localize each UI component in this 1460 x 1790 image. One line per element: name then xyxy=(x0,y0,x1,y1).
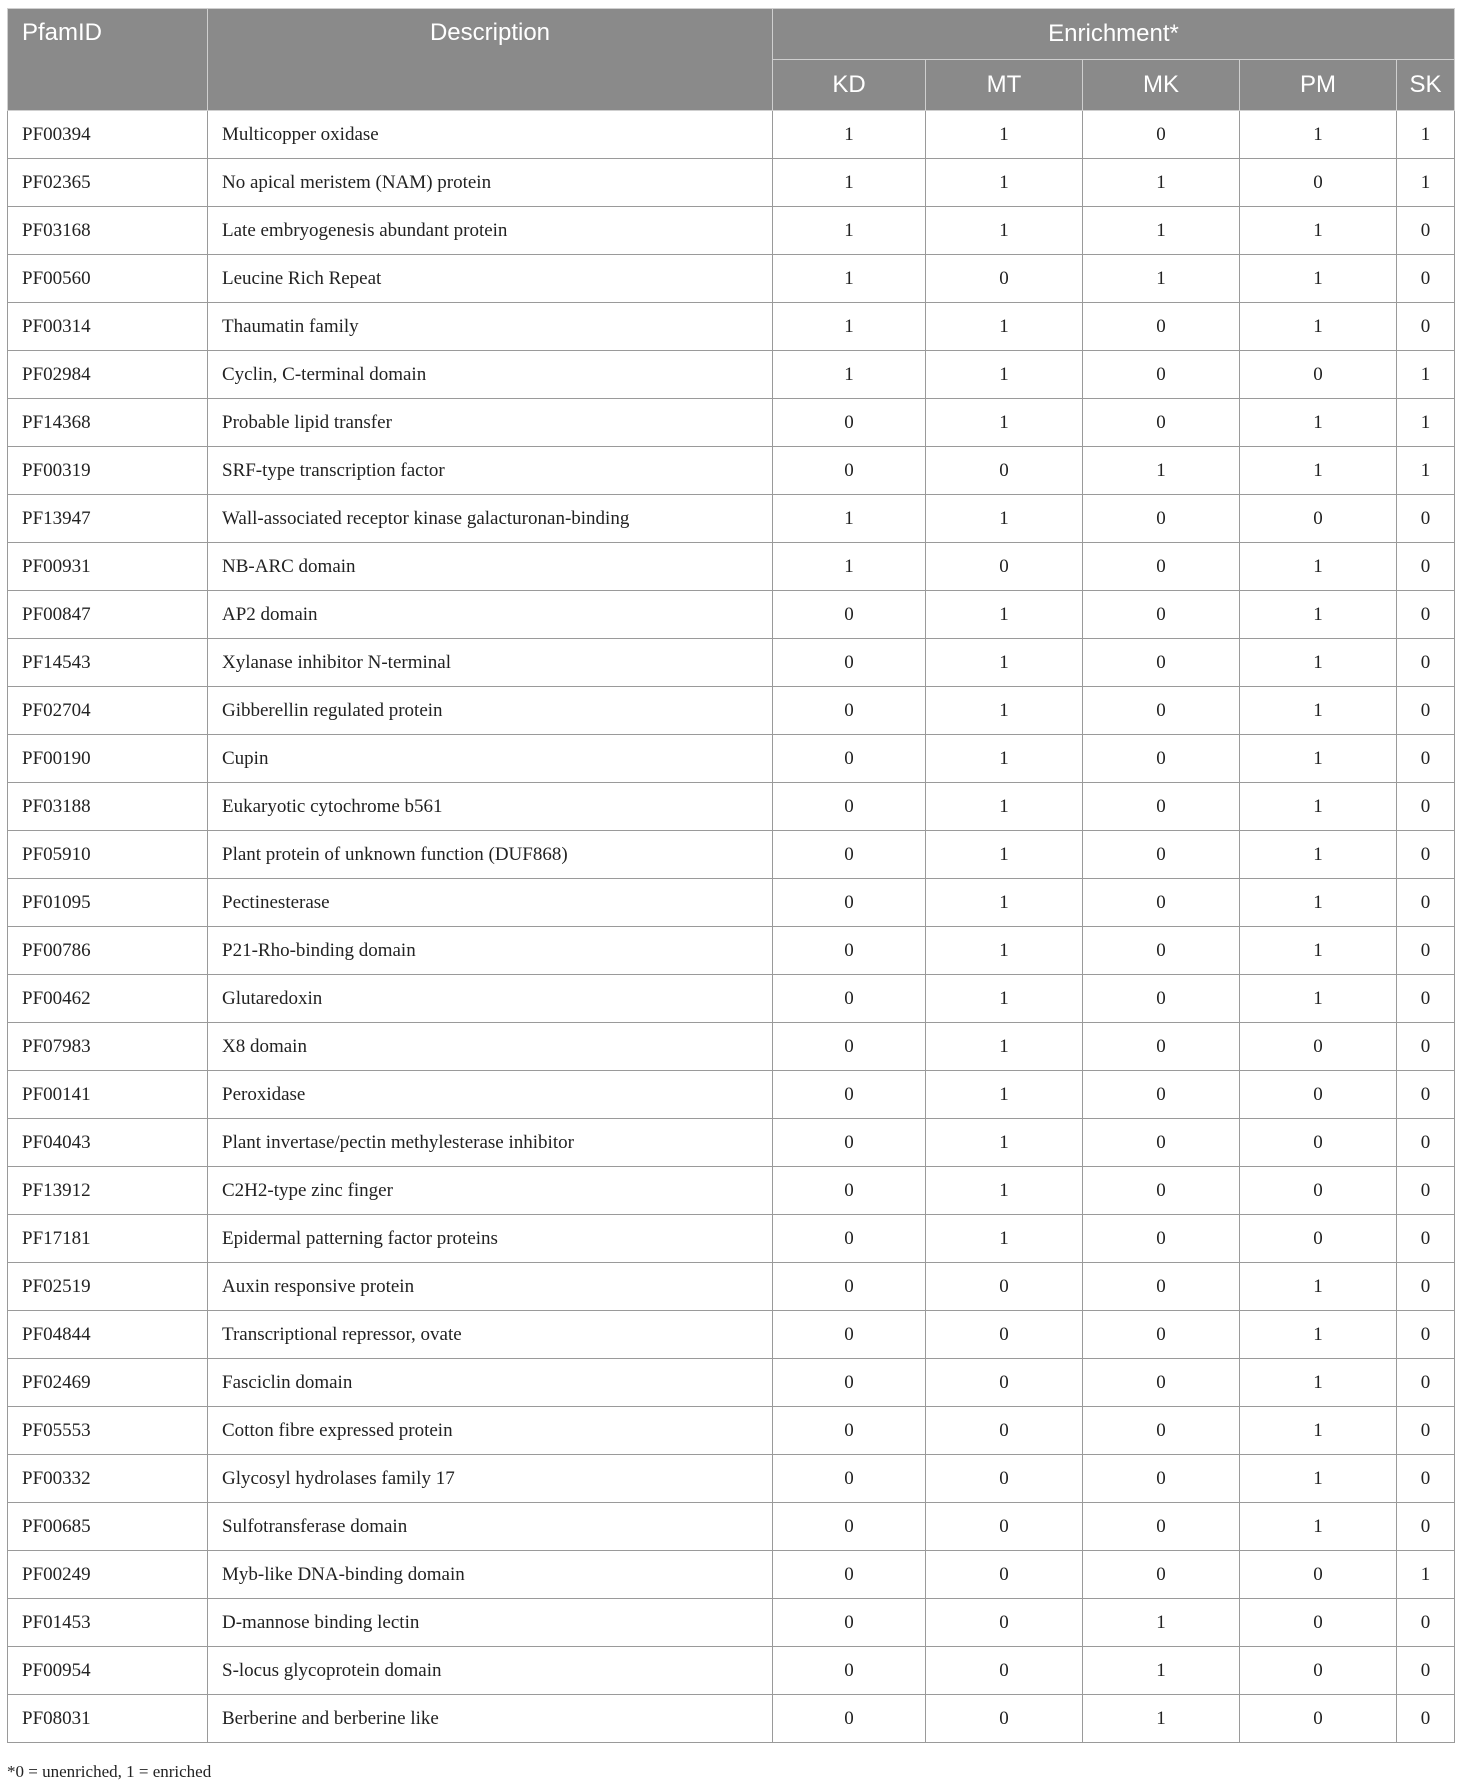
cell-description: Plant invertase/pectin methylesterase inhibitor xyxy=(208,1119,773,1167)
cell-kd: 1 xyxy=(773,303,926,351)
cell-pfam-id: PF03188 xyxy=(8,783,208,831)
enrichment-table xyxy=(7,8,1455,1743)
cell-mt: 1 xyxy=(926,783,1083,831)
cell-kd: 0 xyxy=(773,1023,926,1071)
cell-pm: 1 xyxy=(1240,879,1397,927)
table-row xyxy=(8,1551,1455,1599)
cell-kd: 0 xyxy=(773,639,926,687)
cell-kd: 0 xyxy=(773,831,926,879)
cell-description: Plant protein of unknown function (DUF868) xyxy=(208,831,773,879)
cell-mt: 0 xyxy=(926,1359,1083,1407)
cell-mt: 0 xyxy=(926,1551,1083,1599)
cell-pfam-id: PF07983 xyxy=(8,1023,208,1071)
cell-sk: 1 xyxy=(1397,399,1455,447)
cell-sk: 0 xyxy=(1397,1647,1455,1695)
cell-description: D-mannose binding lectin xyxy=(208,1599,773,1647)
cell-description: Xylanase inhibitor N-terminal xyxy=(208,639,773,687)
cell-kd: 0 xyxy=(773,975,926,1023)
cell-sk: 0 xyxy=(1397,1455,1455,1503)
cell-pfam-id: PF02984 xyxy=(8,351,208,399)
cell-kd: 0 xyxy=(773,1071,926,1119)
cell-mt: 1 xyxy=(926,1071,1083,1119)
table-footnote: *0 = unenriched, 1 = enriched xyxy=(7,1762,212,1781)
cell-description: Transcriptional repressor, ovate xyxy=(208,1311,773,1359)
cell-sk: 0 xyxy=(1397,639,1455,687)
cell-kd: 0 xyxy=(773,591,926,639)
cell-mk: 0 xyxy=(1083,543,1240,591)
cell-kd: 0 xyxy=(773,1167,926,1215)
cell-pm: 0 xyxy=(1240,1215,1397,1263)
cell-mt: 1 xyxy=(926,831,1083,879)
cell-pfam-id: PF04043 xyxy=(8,1119,208,1167)
cell-mt: 1 xyxy=(926,591,1083,639)
cell-description: P21-Rho-binding domain xyxy=(208,927,773,975)
cell-pm: 1 xyxy=(1240,447,1397,495)
table-row xyxy=(8,975,1455,1023)
cell-pfam-id: PF03168 xyxy=(8,207,208,255)
cell-kd: 0 xyxy=(773,1311,926,1359)
cell-description: Pectinesterase xyxy=(208,879,773,927)
cell-mk: 1 xyxy=(1083,1647,1240,1695)
table-row xyxy=(8,1215,1455,1263)
cell-mk: 0 xyxy=(1083,591,1240,639)
cell-sk: 0 xyxy=(1397,831,1455,879)
cell-mk: 0 xyxy=(1083,1455,1240,1503)
cell-kd: 0 xyxy=(773,1215,926,1263)
cell-description: Glycosyl hydrolases family 17 xyxy=(208,1455,773,1503)
cell-sk: 0 xyxy=(1397,1407,1455,1455)
cell-kd: 1 xyxy=(773,255,926,303)
cell-mk: 0 xyxy=(1083,351,1240,399)
cell-pm: 1 xyxy=(1240,591,1397,639)
cell-pfam-id: PF02365 xyxy=(8,159,208,207)
cell-kd: 0 xyxy=(773,1503,926,1551)
cell-mk: 0 xyxy=(1083,111,1240,159)
cell-mk: 1 xyxy=(1083,1695,1240,1743)
cell-kd: 0 xyxy=(773,1359,926,1407)
cell-mk: 0 xyxy=(1083,1215,1240,1263)
cell-sk: 0 xyxy=(1397,255,1455,303)
table-row xyxy=(8,1647,1455,1695)
cell-sk: 0 xyxy=(1397,1599,1455,1647)
cell-pfam-id: PF01095 xyxy=(8,879,208,927)
table-row xyxy=(8,639,1455,687)
cell-mk: 0 xyxy=(1083,399,1240,447)
cell-kd: 0 xyxy=(773,687,926,735)
cell-mt: 1 xyxy=(926,1023,1083,1071)
cell-pfam-id: PF00141 xyxy=(8,1071,208,1119)
cell-sk: 0 xyxy=(1397,687,1455,735)
cell-mt: 0 xyxy=(926,1599,1083,1647)
table-row xyxy=(8,1071,1455,1119)
cell-mt: 0 xyxy=(926,543,1083,591)
cell-mk: 0 xyxy=(1083,735,1240,783)
cell-sk: 0 xyxy=(1397,1071,1455,1119)
cell-kd: 0 xyxy=(773,927,926,975)
cell-mt: 0 xyxy=(926,1503,1083,1551)
cell-pm: 0 xyxy=(1240,351,1397,399)
cell-description: Wall-associated receptor kinase galacturonan-binding xyxy=(208,495,773,543)
table-row xyxy=(8,543,1455,591)
cell-description: Probable lipid transfer xyxy=(208,399,773,447)
table-row xyxy=(8,159,1455,207)
cell-pfam-id: PF05553 xyxy=(8,1407,208,1455)
cell-pfam-id: PF00685 xyxy=(8,1503,208,1551)
cell-kd: 0 xyxy=(773,1455,926,1503)
cell-sk: 0 xyxy=(1397,1215,1455,1263)
cell-mk: 1 xyxy=(1083,159,1240,207)
cell-sk: 0 xyxy=(1397,735,1455,783)
cell-mt: 1 xyxy=(926,111,1083,159)
cell-pm: 1 xyxy=(1240,1455,1397,1503)
cell-description: Thaumatin family xyxy=(208,303,773,351)
cell-sk: 0 xyxy=(1397,1503,1455,1551)
cell-sk: 1 xyxy=(1397,1551,1455,1599)
table-row xyxy=(8,831,1455,879)
cell-pfam-id: PF02519 xyxy=(8,1263,208,1311)
table-row xyxy=(8,495,1455,543)
cell-description: Gibberellin regulated protein xyxy=(208,687,773,735)
cell-pm: 0 xyxy=(1240,495,1397,543)
cell-sk: 0 xyxy=(1397,303,1455,351)
header-kd: KD xyxy=(773,60,926,111)
header-pm: PM xyxy=(1240,60,1397,111)
cell-description: Glutaredoxin xyxy=(208,975,773,1023)
cell-mt: 1 xyxy=(926,351,1083,399)
cell-pfam-id: PF00560 xyxy=(8,255,208,303)
cell-pm: 1 xyxy=(1240,111,1397,159)
cell-pm: 1 xyxy=(1240,399,1397,447)
cell-pm: 0 xyxy=(1240,159,1397,207)
table-row xyxy=(8,351,1455,399)
cell-mk: 1 xyxy=(1083,1599,1240,1647)
cell-mt: 1 xyxy=(926,927,1083,975)
cell-mt: 0 xyxy=(926,1455,1083,1503)
cell-description: Leucine Rich Repeat xyxy=(208,255,773,303)
cell-mk: 0 xyxy=(1083,879,1240,927)
cell-description: Eukaryotic cytochrome b561 xyxy=(208,783,773,831)
cell-pfam-id: PF00332 xyxy=(8,1455,208,1503)
cell-sk: 0 xyxy=(1397,543,1455,591)
table-row xyxy=(8,1503,1455,1551)
table-row xyxy=(8,255,1455,303)
cell-pfam-id: PF00954 xyxy=(8,1647,208,1695)
cell-pm: 0 xyxy=(1240,1599,1397,1647)
cell-pfam-id: PF00249 xyxy=(8,1551,208,1599)
cell-mk: 0 xyxy=(1083,303,1240,351)
cell-sk: 0 xyxy=(1397,1695,1455,1743)
table-row xyxy=(8,735,1455,783)
cell-pm: 1 xyxy=(1240,639,1397,687)
cell-pm: 1 xyxy=(1240,303,1397,351)
cell-mt: 1 xyxy=(926,495,1083,543)
cell-description: Cotton fibre expressed protein xyxy=(208,1407,773,1455)
cell-sk: 0 xyxy=(1397,1263,1455,1311)
cell-description: Multicopper oxidase xyxy=(208,111,773,159)
cell-mk: 0 xyxy=(1083,1119,1240,1167)
cell-sk: 1 xyxy=(1397,447,1455,495)
cell-pm: 1 xyxy=(1240,207,1397,255)
cell-sk: 0 xyxy=(1397,927,1455,975)
cell-pfam-id: PF14543 xyxy=(8,639,208,687)
cell-sk: 0 xyxy=(1397,783,1455,831)
cell-pfam-id: PF02704 xyxy=(8,687,208,735)
cell-mk: 0 xyxy=(1083,1311,1240,1359)
cell-description: Myb-like DNA-binding domain xyxy=(208,1551,773,1599)
cell-description: AP2 domain xyxy=(208,591,773,639)
cell-description: Epidermal patterning factor proteins xyxy=(208,1215,773,1263)
table-row xyxy=(8,303,1455,351)
cell-description: NB-ARC domain xyxy=(208,543,773,591)
cell-kd: 1 xyxy=(773,207,926,255)
cell-mt: 1 xyxy=(926,1119,1083,1167)
cell-pfam-id: PF00314 xyxy=(8,303,208,351)
cell-pm: 1 xyxy=(1240,1503,1397,1551)
cell-kd: 0 xyxy=(773,1263,926,1311)
cell-mt: 1 xyxy=(926,207,1083,255)
cell-pfam-id: PF00190 xyxy=(8,735,208,783)
cell-pfam-id: PF17181 xyxy=(8,1215,208,1263)
cell-mt: 1 xyxy=(926,687,1083,735)
cell-description: No apical meristem (NAM) protein xyxy=(208,159,773,207)
table-row xyxy=(8,1695,1455,1743)
cell-mk: 0 xyxy=(1083,1071,1240,1119)
header-description: Description xyxy=(208,9,773,111)
cell-mk: 0 xyxy=(1083,1167,1240,1215)
table-row xyxy=(8,207,1455,255)
cell-description: Auxin responsive protein xyxy=(208,1263,773,1311)
cell-pfam-id: PF08031 xyxy=(8,1695,208,1743)
cell-mk: 0 xyxy=(1083,687,1240,735)
cell-description: Cupin xyxy=(208,735,773,783)
cell-pm: 1 xyxy=(1240,687,1397,735)
cell-kd: 0 xyxy=(773,783,926,831)
cell-mt: 1 xyxy=(926,303,1083,351)
cell-pfam-id: PF13912 xyxy=(8,1167,208,1215)
cell-pfam-id: PF00931 xyxy=(8,543,208,591)
cell-sk: 0 xyxy=(1397,975,1455,1023)
cell-sk: 0 xyxy=(1397,207,1455,255)
cell-mk: 0 xyxy=(1083,639,1240,687)
header-enrichment-group: Enrichment* xyxy=(773,9,1455,60)
cell-mt: 1 xyxy=(926,1167,1083,1215)
cell-mk: 0 xyxy=(1083,1359,1240,1407)
cell-pm: 0 xyxy=(1240,1167,1397,1215)
cell-sk: 0 xyxy=(1397,1359,1455,1407)
cell-kd: 0 xyxy=(773,879,926,927)
cell-mk: 0 xyxy=(1083,975,1240,1023)
cell-mt: 1 xyxy=(926,879,1083,927)
cell-sk: 0 xyxy=(1397,879,1455,927)
cell-description: Fasciclin domain xyxy=(208,1359,773,1407)
header-pfamid: PfamID xyxy=(8,9,208,111)
cell-mt: 0 xyxy=(926,1647,1083,1695)
cell-kd: 1 xyxy=(773,543,926,591)
cell-sk: 1 xyxy=(1397,351,1455,399)
cell-kd: 0 xyxy=(773,1695,926,1743)
cell-pfam-id: PF00786 xyxy=(8,927,208,975)
cell-sk: 0 xyxy=(1397,495,1455,543)
table-row xyxy=(8,447,1455,495)
cell-mk: 1 xyxy=(1083,255,1240,303)
cell-kd: 1 xyxy=(773,159,926,207)
cell-mt: 1 xyxy=(926,399,1083,447)
cell-sk: 0 xyxy=(1397,1167,1455,1215)
cell-description: C2H2-type zinc finger xyxy=(208,1167,773,1215)
cell-pm: 0 xyxy=(1240,1071,1397,1119)
table-row xyxy=(8,591,1455,639)
cell-pm: 1 xyxy=(1240,1311,1397,1359)
cell-sk: 0 xyxy=(1397,1119,1455,1167)
table-row xyxy=(8,783,1455,831)
cell-kd: 0 xyxy=(773,1647,926,1695)
cell-pfam-id: PF00847 xyxy=(8,591,208,639)
table-row xyxy=(8,1455,1455,1503)
cell-sk: 1 xyxy=(1397,159,1455,207)
cell-pm: 0 xyxy=(1240,1551,1397,1599)
cell-mt: 0 xyxy=(926,1407,1083,1455)
cell-mk: 0 xyxy=(1083,495,1240,543)
cell-description: Cyclin, C-terminal domain xyxy=(208,351,773,399)
cell-mk: 0 xyxy=(1083,1263,1240,1311)
table-row xyxy=(8,1311,1455,1359)
table-row xyxy=(8,1023,1455,1071)
cell-pfam-id: PF00319 xyxy=(8,447,208,495)
table-row xyxy=(8,1167,1455,1215)
cell-pfam-id: PF02469 xyxy=(8,1359,208,1407)
cell-pm: 1 xyxy=(1240,1263,1397,1311)
cell-mk: 1 xyxy=(1083,447,1240,495)
cell-mk: 0 xyxy=(1083,1023,1240,1071)
cell-sk: 0 xyxy=(1397,1311,1455,1359)
table-row xyxy=(8,399,1455,447)
cell-kd: 1 xyxy=(773,495,926,543)
cell-mt: 1 xyxy=(926,159,1083,207)
cell-kd: 0 xyxy=(773,1599,926,1647)
cell-sk: 0 xyxy=(1397,1023,1455,1071)
cell-pfam-id: PF04844 xyxy=(8,1311,208,1359)
cell-mk: 0 xyxy=(1083,1551,1240,1599)
cell-pm: 1 xyxy=(1240,1407,1397,1455)
cell-description: Late embryogenesis abundant protein xyxy=(208,207,773,255)
header-sk: SK xyxy=(1397,60,1455,111)
cell-pm: 0 xyxy=(1240,1023,1397,1071)
table-header xyxy=(8,9,1455,111)
cell-description: S-locus glycoprotein domain xyxy=(208,1647,773,1695)
cell-description: Sulfotransferase domain xyxy=(208,1503,773,1551)
cell-pm: 1 xyxy=(1240,831,1397,879)
cell-kd: 0 xyxy=(773,1551,926,1599)
cell-pfam-id: PF01453 xyxy=(8,1599,208,1647)
table-row xyxy=(8,1599,1455,1647)
cell-mk: 1 xyxy=(1083,207,1240,255)
cell-kd: 1 xyxy=(773,351,926,399)
cell-kd: 0 xyxy=(773,447,926,495)
cell-pm: 1 xyxy=(1240,1359,1397,1407)
cell-mk: 0 xyxy=(1083,927,1240,975)
cell-description: Berberine and berberine like xyxy=(208,1695,773,1743)
cell-kd: 0 xyxy=(773,1407,926,1455)
cell-pfam-id: PF13947 xyxy=(8,495,208,543)
table-row xyxy=(8,1119,1455,1167)
cell-mt: 0 xyxy=(926,1263,1083,1311)
table-row xyxy=(8,111,1455,159)
cell-mt: 0 xyxy=(926,1311,1083,1359)
cell-mt: 1 xyxy=(926,639,1083,687)
table-row xyxy=(8,927,1455,975)
cell-mt: 0 xyxy=(926,255,1083,303)
cell-pm: 1 xyxy=(1240,543,1397,591)
header-mk: MK xyxy=(1083,60,1240,111)
cell-mt: 1 xyxy=(926,735,1083,783)
table-row xyxy=(8,687,1455,735)
table-row xyxy=(8,1359,1455,1407)
cell-description: Peroxidase xyxy=(208,1071,773,1119)
cell-pfam-id: PF00462 xyxy=(8,975,208,1023)
cell-mk: 0 xyxy=(1083,1407,1240,1455)
cell-sk: 1 xyxy=(1397,111,1455,159)
cell-pfam-id: PF00394 xyxy=(8,111,208,159)
cell-pm: 1 xyxy=(1240,735,1397,783)
cell-pm: 0 xyxy=(1240,1647,1397,1695)
cell-kd: 0 xyxy=(773,735,926,783)
cell-mt: 1 xyxy=(926,975,1083,1023)
cell-pm: 1 xyxy=(1240,255,1397,303)
cell-description: X8 domain xyxy=(208,1023,773,1071)
cell-kd: 0 xyxy=(773,1119,926,1167)
cell-mk: 0 xyxy=(1083,783,1240,831)
table-row xyxy=(8,1407,1455,1455)
cell-pfam-id: PF05910 xyxy=(8,831,208,879)
cell-pm: 0 xyxy=(1240,1119,1397,1167)
cell-sk: 0 xyxy=(1397,591,1455,639)
cell-description: SRF-type transcription factor xyxy=(208,447,773,495)
header-mt: MT xyxy=(926,60,1083,111)
table-row xyxy=(8,1263,1455,1311)
cell-mk: 0 xyxy=(1083,831,1240,879)
cell-mk: 0 xyxy=(1083,1503,1240,1551)
cell-pfam-id: PF14368 xyxy=(8,399,208,447)
table-body xyxy=(8,111,1455,1743)
cell-mt: 0 xyxy=(926,447,1083,495)
cell-pm: 1 xyxy=(1240,783,1397,831)
cell-mt: 1 xyxy=(926,1215,1083,1263)
cell-pm: 1 xyxy=(1240,975,1397,1023)
cell-kd: 1 xyxy=(773,111,926,159)
table-row xyxy=(8,879,1455,927)
cell-mt: 0 xyxy=(926,1695,1083,1743)
enrichment-table-container xyxy=(7,8,1454,1743)
cell-pm: 1 xyxy=(1240,927,1397,975)
cell-pm: 0 xyxy=(1240,1695,1397,1743)
cell-kd: 0 xyxy=(773,399,926,447)
